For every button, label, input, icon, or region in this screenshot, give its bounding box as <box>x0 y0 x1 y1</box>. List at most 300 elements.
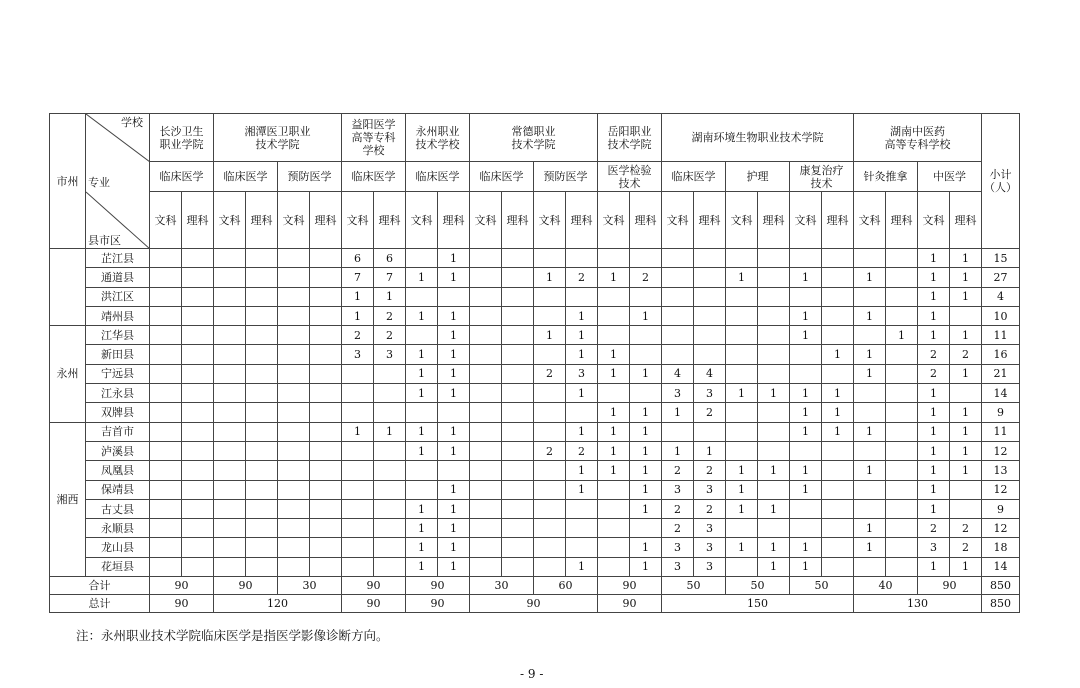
data-cell: 2 <box>630 268 662 287</box>
major-header: 医学检验 技术 <box>598 162 662 192</box>
table-row <box>50 499 1020 518</box>
data-cell <box>534 287 566 306</box>
data-cell <box>886 480 918 499</box>
data-cell <box>854 480 886 499</box>
data-cell <box>182 287 214 306</box>
data-cell: 1 <box>342 422 374 441</box>
school-header: 岳阳职业 技术学院 <box>598 114 662 162</box>
corner-county-label: 县市区 <box>88 234 121 247</box>
data-cell <box>694 422 726 441</box>
data-cell: 1 <box>534 326 566 345</box>
data-cell: 1 <box>598 441 630 460</box>
track-header-row <box>50 192 1020 249</box>
data-cell <box>502 519 534 538</box>
data-cell <box>214 441 246 460</box>
subtotal-cell: 14 <box>982 557 1020 576</box>
data-cell <box>822 287 854 306</box>
data-cell <box>214 538 246 557</box>
subtotal-cell: 15 <box>982 249 1020 268</box>
data-cell <box>214 249 246 268</box>
data-cell <box>310 306 342 325</box>
data-cell <box>246 384 278 403</box>
zongji-cell: 90 <box>342 595 406 613</box>
table-row <box>50 287 1020 306</box>
data-cell <box>662 287 694 306</box>
data-cell <box>630 519 662 538</box>
track-li-header: 理科 <box>438 192 470 249</box>
data-cell <box>310 461 342 480</box>
data-cell <box>150 422 182 441</box>
data-cell <box>374 441 406 460</box>
heji-cell: 30 <box>470 577 534 595</box>
data-cell <box>886 538 918 557</box>
data-cell <box>598 287 630 306</box>
data-cell: 1 <box>918 306 950 325</box>
data-cell <box>566 519 598 538</box>
data-cell <box>598 249 630 268</box>
major-header: 护理 <box>726 162 790 192</box>
data-cell <box>822 249 854 268</box>
track-li-header: 理科 <box>374 192 406 249</box>
data-cell <box>470 461 502 480</box>
data-cell: 1 <box>918 249 950 268</box>
track-li-header: 理科 <box>566 192 598 249</box>
data-cell <box>246 557 278 576</box>
data-cell <box>758 480 790 499</box>
data-cell <box>278 461 310 480</box>
corner-major-label: 专业 <box>88 176 110 189</box>
data-cell: 1 <box>566 461 598 480</box>
data-cell <box>214 461 246 480</box>
data-cell <box>182 519 214 538</box>
data-cell <box>310 345 342 364</box>
data-cell: 1 <box>918 326 950 345</box>
data-cell: 2 <box>566 441 598 460</box>
data-cell: 1 <box>950 287 982 306</box>
major-header: 中医学 <box>918 162 982 192</box>
data-cell: 1 <box>918 403 950 422</box>
corner-header <box>86 114 150 249</box>
data-cell: 1 <box>630 538 662 557</box>
data-cell: 1 <box>950 403 982 422</box>
data-cell <box>342 538 374 557</box>
data-cell <box>534 499 566 518</box>
data-cell <box>502 326 534 345</box>
data-cell: 1 <box>438 326 470 345</box>
heji-cell: 50 <box>662 577 726 595</box>
data-cell <box>854 557 886 576</box>
data-cell <box>406 326 438 345</box>
data-cell: 1 <box>822 345 854 364</box>
data-cell <box>150 557 182 576</box>
data-cell <box>214 384 246 403</box>
data-cell <box>598 519 630 538</box>
data-cell: 1 <box>790 422 822 441</box>
data-cell <box>246 480 278 499</box>
data-cell <box>598 480 630 499</box>
data-cell: 1 <box>630 461 662 480</box>
data-cell <box>342 364 374 383</box>
data-cell: 1 <box>918 268 950 287</box>
data-cell: 1 <box>598 461 630 480</box>
data-cell <box>790 249 822 268</box>
data-cell: 1 <box>790 326 822 345</box>
heji-cell: 90 <box>598 577 662 595</box>
track-wen-header: 文科 <box>342 192 374 249</box>
track-li-header: 理科 <box>694 192 726 249</box>
data-cell: 1 <box>406 499 438 518</box>
data-cell <box>886 441 918 460</box>
data-cell <box>342 519 374 538</box>
data-cell <box>502 249 534 268</box>
data-cell <box>150 345 182 364</box>
data-cell: 1 <box>726 538 758 557</box>
data-cell: 1 <box>854 422 886 441</box>
data-cell: 2 <box>662 499 694 518</box>
data-cell: 1 <box>406 422 438 441</box>
data-cell <box>278 441 310 460</box>
data-cell: 3 <box>694 384 726 403</box>
data-cell <box>822 268 854 287</box>
data-cell <box>822 461 854 480</box>
data-cell <box>374 538 406 557</box>
data-cell: 1 <box>406 384 438 403</box>
data-cell: 1 <box>630 499 662 518</box>
subtotal-cell: 16 <box>982 345 1020 364</box>
heji-label: 合计 <box>50 577 150 595</box>
track-wen-header: 文科 <box>854 192 886 249</box>
track-wen-header: 文科 <box>662 192 694 249</box>
subtotal-cell: 21 <box>982 364 1020 383</box>
table-row <box>50 306 1020 325</box>
data-cell <box>214 499 246 518</box>
data-cell <box>374 364 406 383</box>
track-wen-header: 文科 <box>918 192 950 249</box>
data-cell <box>822 519 854 538</box>
data-cell <box>534 480 566 499</box>
data-cell: 3 <box>662 557 694 576</box>
county-cell: 新田县 <box>86 345 150 364</box>
data-cell: 1 <box>438 441 470 460</box>
data-cell <box>278 422 310 441</box>
data-cell <box>886 268 918 287</box>
heji-cell: 90 <box>150 577 214 595</box>
data-cell: 1 <box>598 345 630 364</box>
data-cell: 2 <box>918 364 950 383</box>
data-cell <box>502 403 534 422</box>
data-cell <box>470 519 502 538</box>
data-cell <box>886 345 918 364</box>
data-cell <box>182 499 214 518</box>
data-cell: 2 <box>662 461 694 480</box>
data-cell <box>214 326 246 345</box>
data-cell <box>694 287 726 306</box>
data-cell <box>534 249 566 268</box>
data-cell: 2 <box>694 499 726 518</box>
data-cell <box>822 480 854 499</box>
data-cell <box>758 287 790 306</box>
data-cell <box>758 345 790 364</box>
data-cell: 2 <box>918 345 950 364</box>
data-cell: 1 <box>694 441 726 460</box>
table-row <box>50 461 1020 480</box>
data-cell: 3 <box>694 480 726 499</box>
data-cell <box>534 306 566 325</box>
data-cell: 1 <box>406 538 438 557</box>
data-cell <box>726 326 758 345</box>
data-cell <box>342 499 374 518</box>
data-cell <box>790 519 822 538</box>
data-cell <box>310 384 342 403</box>
data-cell <box>502 384 534 403</box>
city-header: 市州 <box>50 114 86 249</box>
data-cell <box>246 441 278 460</box>
data-cell <box>406 461 438 480</box>
data-cell <box>886 403 918 422</box>
data-cell <box>150 268 182 287</box>
data-cell <box>758 326 790 345</box>
school-header: 湖南中医药 高等专科学校 <box>854 114 982 162</box>
data-cell <box>246 403 278 422</box>
data-cell: 6 <box>342 249 374 268</box>
table-row <box>50 422 1020 441</box>
data-cell <box>342 480 374 499</box>
county-cell: 泸溪县 <box>86 441 150 460</box>
data-cell <box>278 557 310 576</box>
data-cell: 1 <box>822 403 854 422</box>
data-cell <box>758 519 790 538</box>
subtotal-cell: 12 <box>982 519 1020 538</box>
data-cell <box>182 403 214 422</box>
data-cell <box>694 345 726 364</box>
data-cell <box>854 499 886 518</box>
data-cell <box>150 519 182 538</box>
data-cell: 3 <box>694 519 726 538</box>
data-cell <box>630 249 662 268</box>
data-cell <box>438 287 470 306</box>
data-cell <box>662 422 694 441</box>
data-cell: 1 <box>790 268 822 287</box>
table-row <box>50 557 1020 576</box>
data-cell: 1 <box>566 422 598 441</box>
county-cell: 永顺县 <box>86 519 150 538</box>
data-cell <box>310 268 342 287</box>
data-cell <box>214 287 246 306</box>
data-cell <box>150 480 182 499</box>
data-cell <box>598 499 630 518</box>
data-cell <box>278 268 310 287</box>
data-cell: 1 <box>822 384 854 403</box>
data-cell <box>822 326 854 345</box>
heji-subtotal: 850 <box>982 577 1020 595</box>
data-cell <box>502 499 534 518</box>
data-cell <box>182 249 214 268</box>
subtotal-cell: 4 <box>982 287 1020 306</box>
data-cell <box>854 441 886 460</box>
major-header: 临床医学 <box>342 162 406 192</box>
data-cell <box>534 422 566 441</box>
zongji-cell: 150 <box>662 595 854 613</box>
data-cell: 1 <box>758 384 790 403</box>
track-li-header: 理科 <box>246 192 278 249</box>
track-wen-header: 文科 <box>278 192 310 249</box>
data-cell: 1 <box>630 306 662 325</box>
data-cell: 1 <box>438 480 470 499</box>
data-cell <box>182 422 214 441</box>
subtotal-cell: 13 <box>982 461 1020 480</box>
data-cell: 1 <box>438 306 470 325</box>
data-cell <box>502 441 534 460</box>
data-cell: 1 <box>950 422 982 441</box>
track-wen-header: 文科 <box>406 192 438 249</box>
data-cell <box>502 480 534 499</box>
data-cell: 1 <box>918 461 950 480</box>
subtotal-cell: 14 <box>982 384 1020 403</box>
data-cell <box>790 499 822 518</box>
county-cell: 吉首市 <box>86 422 150 441</box>
data-cell: 1 <box>566 306 598 325</box>
data-cell <box>342 403 374 422</box>
data-cell <box>246 538 278 557</box>
data-cell <box>150 249 182 268</box>
data-cell <box>726 519 758 538</box>
data-cell <box>182 557 214 576</box>
county-cell: 凤凰县 <box>86 461 150 480</box>
data-cell <box>886 461 918 480</box>
data-cell: 3 <box>662 538 694 557</box>
data-cell <box>822 538 854 557</box>
data-cell <box>502 461 534 480</box>
data-cell: 1 <box>790 461 822 480</box>
table-row <box>50 326 1020 345</box>
data-cell: 1 <box>918 287 950 306</box>
data-cell: 1 <box>918 557 950 576</box>
track-li-header: 理科 <box>310 192 342 249</box>
school-header: 常德职业 技术学院 <box>470 114 598 162</box>
data-cell <box>726 345 758 364</box>
data-cell <box>278 306 310 325</box>
data-cell: 1 <box>758 557 790 576</box>
data-cell <box>694 306 726 325</box>
data-cell: 2 <box>534 364 566 383</box>
data-cell <box>886 364 918 383</box>
data-cell <box>662 306 694 325</box>
data-cell <box>630 384 662 403</box>
school-header: 长沙卫生 职业学院 <box>150 114 214 162</box>
data-cell <box>406 249 438 268</box>
data-cell <box>502 287 534 306</box>
data-cell <box>662 326 694 345</box>
data-cell <box>534 384 566 403</box>
data-cell: 1 <box>406 557 438 576</box>
data-cell: 2 <box>566 268 598 287</box>
data-cell <box>150 306 182 325</box>
track-wen-header: 文科 <box>726 192 758 249</box>
data-cell: 1 <box>726 384 758 403</box>
data-cell <box>310 403 342 422</box>
zongji-cell: 120 <box>214 595 342 613</box>
data-cell <box>310 538 342 557</box>
data-cell: 3 <box>694 557 726 576</box>
data-cell <box>246 287 278 306</box>
data-cell <box>758 268 790 287</box>
data-cell <box>822 499 854 518</box>
data-cell <box>470 538 502 557</box>
data-cell <box>374 384 406 403</box>
data-cell <box>438 461 470 480</box>
data-cell <box>182 345 214 364</box>
data-cell <box>534 461 566 480</box>
data-cell <box>246 249 278 268</box>
data-cell <box>950 499 982 518</box>
data-cell: 1 <box>918 422 950 441</box>
data-cell: 2 <box>374 326 406 345</box>
data-cell: 3 <box>374 345 406 364</box>
data-cell <box>502 306 534 325</box>
data-cell <box>502 422 534 441</box>
data-cell <box>566 403 598 422</box>
county-cell: 通道县 <box>86 268 150 287</box>
data-cell <box>246 306 278 325</box>
data-cell <box>246 268 278 287</box>
data-cell <box>310 480 342 499</box>
data-cell <box>278 499 310 518</box>
major-header: 针灸推拿 <box>854 162 918 192</box>
data-cell <box>278 249 310 268</box>
data-cell <box>406 480 438 499</box>
data-cell <box>374 461 406 480</box>
county-cell: 古丈县 <box>86 499 150 518</box>
county-cell: 双牌县 <box>86 403 150 422</box>
data-cell <box>246 519 278 538</box>
data-cell <box>694 268 726 287</box>
data-cell <box>566 287 598 306</box>
track-li-header: 理科 <box>758 192 790 249</box>
school-header: 湘潭医卫职业 技术学院 <box>214 114 342 162</box>
data-cell <box>182 326 214 345</box>
data-cell <box>726 287 758 306</box>
data-cell: 1 <box>630 364 662 383</box>
data-cell <box>246 326 278 345</box>
data-cell <box>822 441 854 460</box>
data-cell: 1 <box>374 422 406 441</box>
table-row <box>50 441 1020 460</box>
city-cell: 永州 <box>50 326 86 422</box>
data-cell <box>310 287 342 306</box>
table-row <box>50 538 1020 557</box>
track-wen-header: 文科 <box>790 192 822 249</box>
data-cell <box>214 306 246 325</box>
data-cell <box>150 499 182 518</box>
data-cell <box>694 249 726 268</box>
data-cell <box>662 268 694 287</box>
data-cell: 1 <box>438 499 470 518</box>
data-cell: 1 <box>854 268 886 287</box>
data-cell: 1 <box>790 557 822 576</box>
data-cell <box>278 345 310 364</box>
data-cell: 2 <box>662 519 694 538</box>
data-cell: 1 <box>406 364 438 383</box>
data-cell <box>502 538 534 557</box>
data-cell: 1 <box>406 441 438 460</box>
county-cell: 保靖县 <box>86 480 150 499</box>
data-cell <box>150 287 182 306</box>
data-cell <box>278 384 310 403</box>
data-cell <box>886 287 918 306</box>
data-cell <box>790 441 822 460</box>
table-row <box>50 384 1020 403</box>
table-row <box>50 249 1020 268</box>
